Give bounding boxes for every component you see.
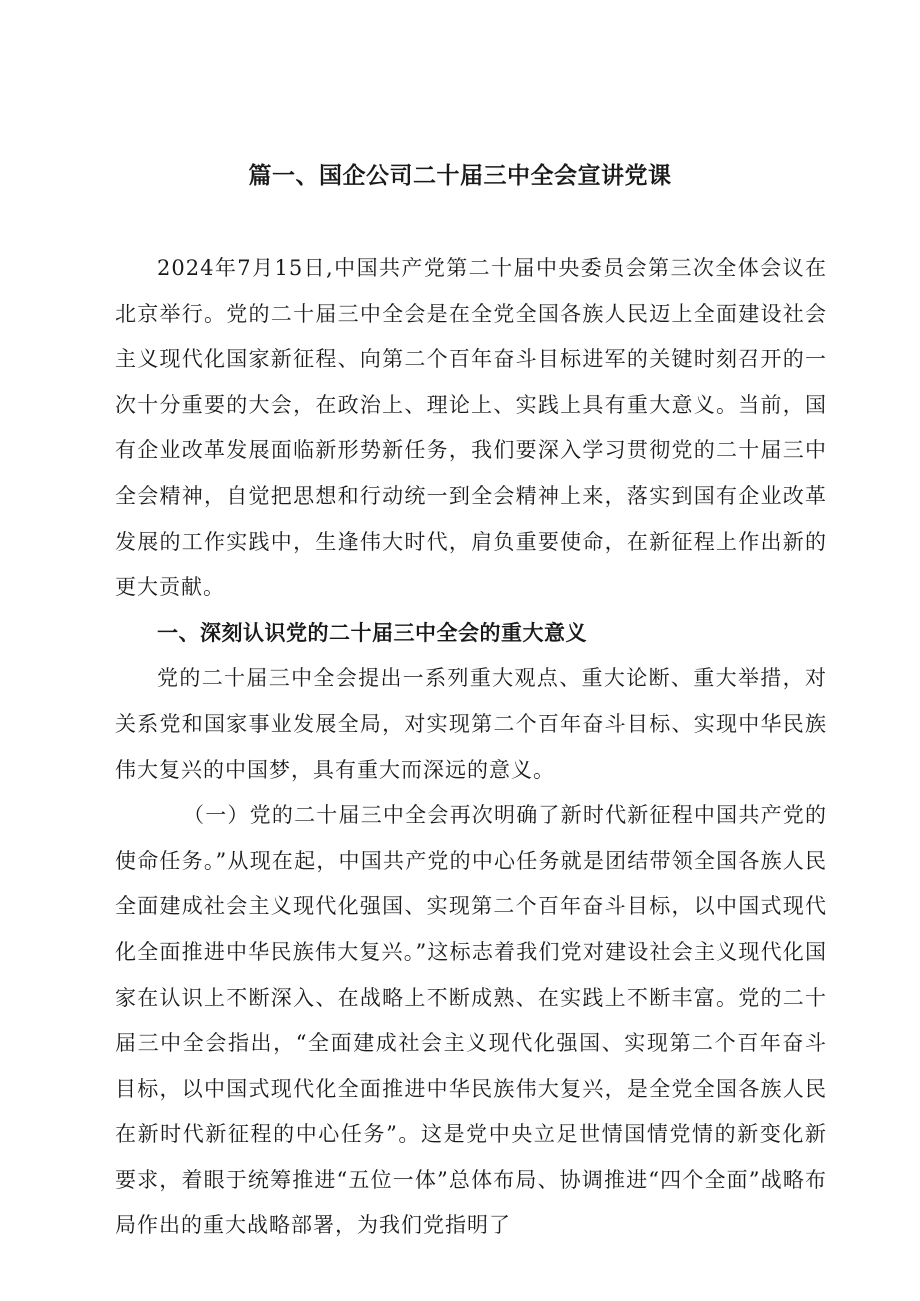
intro-paragraph: 2024年7月15日,中国共产党第二十届中央委员会第三次全体会议在北京举行。党的二十届三中全会是在全党全国各族人民迈上全面建设社会主义现代化国家新征程、向第二个百年奋斗目标进军的关键时刻召开的一次十分重要的大会，在政治上、理论上、实践上具有重大意义。当前，国有企业改革发展面临新形势新任务，我们要深入学习贯彻党的二十届三中全会精神，自觉把思想和行动统一到全会精神上来，落实到国有企业改革发展的工作实践中，生逢伟大时代，肩负重要使命，在新征程上作出新的更大贡献。 — [115, 256, 827, 600]
subsection-paragraph: （一）党的二十届三中全会再次明确了新时代新征程中国共产党的使命任务。”从现在起，中国共产党的中心任务就是团结带领全国各族人民全面建成社会主义现代化强国、实现第二个百年奋斗目标，以中国式现代化全面推进中华民族伟大复兴。”这标志着我们党对建设社会主义现代化国家在认识上不断深入、在战略上不断成熟、在实践上不断丰富。党的二十届三中全会指出，“全面建成社会主义现代化强国、实现第二个百年奋斗目标，以中国式现代化全面推进中华民族伟大复兴，是全党全国各族人民在新时代新征程的中心任务”。这是党中央立足世情国情党情的新变化新要求，着眼于统筹推进“五位一体”总体布局、协调推进“四个全面”战略布局作出的重大战略部署，为我们党指明了 — [115, 803, 827, 1238]
document-title: 篇一、国企公司二十届三中全会宣讲党课 — [248, 163, 672, 189]
section-paragraph: 党的二十届三中全会提出一系列重大观点、重大论断、重大举措，对关系党和国家事业发展全局，对实现第二个百年奋斗目标、实现中华民族伟大复兴的中国梦，具有重大而深远的意义。 — [115, 666, 827, 782]
document-body — [115, 246, 827, 1249]
section-heading: 一、深刻认识党的二十届三中全会的重大意义 — [157, 620, 587, 645]
